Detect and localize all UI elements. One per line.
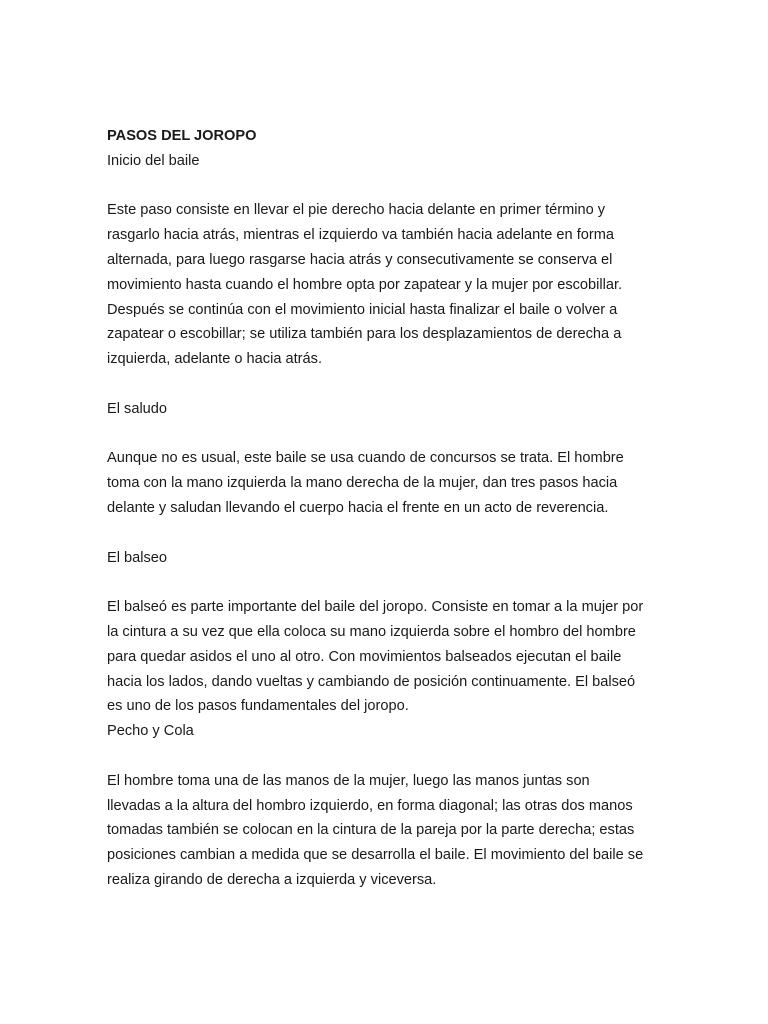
paragraph-line: tomadas también se colocan en la cintura de la pareja por la parte derecha; estas bbox=[107, 822, 635, 839]
section-heading-balseo: El balseo bbox=[107, 549, 168, 566]
paragraph-line: es uno de los pasos fundamentales del joropo. bbox=[107, 698, 409, 715]
section-heading-inicio: Inicio del baile bbox=[107, 152, 200, 169]
paragraph-gap bbox=[107, 744, 667, 769]
paragraph-line: El hombre toma una de las manos de la mujer, luego las manos juntas son bbox=[107, 772, 590, 789]
paragraph-gap bbox=[107, 372, 667, 397]
paragraph-line: delante y saludan llevando el cuerpo hacia el frente en un acto de reverencia. bbox=[107, 499, 609, 516]
paragraph-line: para quedar asidos el uno al otro. Con movimientos balseados ejecutan el baile bbox=[107, 648, 622, 665]
paragraph-line: Este paso consiste en llevar el pie derecho hacia delante en primer término y bbox=[107, 202, 606, 219]
paragraph-gap bbox=[107, 521, 667, 546]
paragraph-line: zapatear o escobillar; se utiliza también para los desplazamientos de derecha a bbox=[107, 326, 622, 343]
document-page bbox=[107, 124, 667, 893]
paragraph-gap bbox=[107, 422, 667, 447]
paragraph-line: hacia los lados, dando vueltas y cambiando de posición continuamente. El balseó bbox=[107, 673, 636, 690]
paragraph-line: la cintura a su vez que ella coloca su mano izquierda sobre el hombro del hombre bbox=[107, 623, 636, 640]
paragraph-line: realiza girando de derecha a izquierda y viceversa. bbox=[107, 871, 437, 888]
paragraph-line: llevadas a la altura del hombro izquierdo, en forma diagonal; las otras dos manos bbox=[107, 797, 633, 814]
section-heading-saludo: El saludo bbox=[107, 400, 168, 417]
paragraph-line: posiciones cambian a medida que se desarrolla el baile. El movimiento del baile se bbox=[107, 847, 644, 864]
paragraph-line: alternada, para luego rasgarse hacia atrás y consecutivamente se conserva el bbox=[107, 251, 613, 268]
paragraph-line: movimiento hasta cuando el hombre opta por zapatear y la mujer por escobillar. bbox=[107, 276, 623, 293]
paragraph-gap bbox=[107, 174, 667, 199]
document-title: PASOS DEL JOROPO bbox=[107, 128, 257, 144]
paragraph-line: toma con la mano izquierda la mano derecha de la mujer, dan tres pasos hacia bbox=[107, 475, 618, 492]
paragraph-line: Después se continúa con el movimiento inicial hasta finalizar el baile o volver a bbox=[107, 301, 618, 318]
paragraph-line: rasgarlo hacia atrás, mientras el izquierdo va también hacia adelante en forma bbox=[107, 227, 615, 244]
paragraph-line: Aunque no es usual, este baile se usa cuando de concursos se trata. El hombre bbox=[107, 450, 624, 467]
paragraph-gap bbox=[107, 570, 667, 595]
paragraph-line: izquierda, adelante o hacia atrás. bbox=[107, 351, 322, 368]
section-heading-pecho-y-cola: Pecho y Cola bbox=[107, 723, 194, 740]
paragraph-line: El balseó es parte importante del baile del joropo. Consiste en tomar a la mujer por bbox=[107, 599, 644, 616]
